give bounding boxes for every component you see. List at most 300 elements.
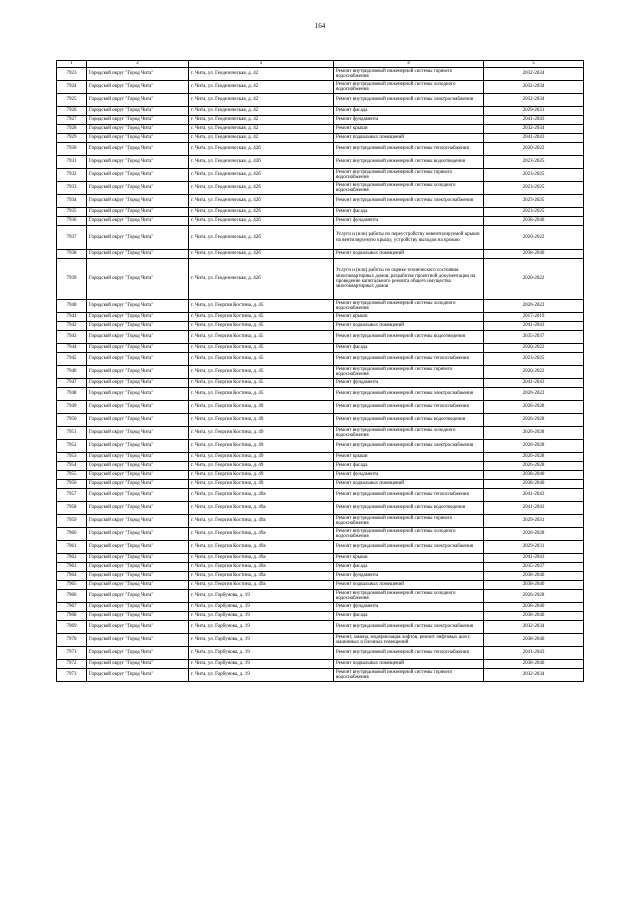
municipality-cell: Городской округ "Город Чита" xyxy=(87,143,189,156)
address-cell: г. Чита, ул. Георгия Костина, д. 49а xyxy=(189,563,334,572)
table-row xyxy=(57,379,584,388)
municipality-cell: Городской округ "Город Чита" xyxy=(87,480,189,489)
municipality-cell: Городской округ "Город Чита" xyxy=(87,379,189,388)
period-cell: 2026-2028 xyxy=(484,427,584,440)
address-cell: г. Чита, ул. Геодезическая, д. 42б xyxy=(189,250,334,259)
municipality-cell: Городской округ "Город Чита" xyxy=(87,217,189,226)
address-cell: г. Чита, ул. Горбунова, д. 19 xyxy=(189,634,334,647)
row-number-cell: 7957 xyxy=(57,489,87,502)
municipality-cell: Городской округ "Город Чита" xyxy=(87,134,189,143)
address-cell: г. Чита, ул. Геодезическая, д. 42б xyxy=(189,195,334,208)
work-type-cell: Ремонт внутридомовой инженерной системы теплоснабжения xyxy=(334,143,484,156)
period-cell: 2038-2040 xyxy=(484,250,584,259)
table-row xyxy=(57,528,584,541)
period-cell: 2032-2034 xyxy=(484,621,584,634)
period-cell: 2026-2028 xyxy=(484,453,584,462)
municipality-cell: Городской округ "Город Чита" xyxy=(87,647,189,660)
address-cell: г. Чита, ул. Георгия Костина, д. 49а xyxy=(189,581,334,590)
table-row xyxy=(57,634,584,647)
address-cell: г. Чита, ул. Геодезическая, д. 42 xyxy=(189,68,334,81)
municipality-cell: Городской округ "Город Чита" xyxy=(87,68,189,81)
period-cell: 2038-2040 xyxy=(484,217,584,226)
work-type-cell: Ремонт внутридомовой инженерной системы горячего водоснабжения xyxy=(334,169,484,182)
period-cell: 2026-2028 xyxy=(484,462,584,471)
address-cell: г. Чита, ул. Геодезическая, д. 42 xyxy=(189,81,334,94)
municipality-cell: Городской округ "Город Чита" xyxy=(87,169,189,182)
work-type-cell: Ремонт внутридомовой инженерной системы холодного водоснабжения xyxy=(334,182,484,195)
municipality-cell: Городской округ "Город Чита" xyxy=(87,563,189,572)
address-cell: г. Чита, ул. Георгия Костина, д. 45 xyxy=(189,331,334,344)
row-number-cell: 7931 xyxy=(57,156,87,169)
work-type-cell: Ремонт внутридомовой инженерной системы электроснабжения xyxy=(334,388,484,401)
address-cell: г. Чита, ул. Георгия Костина, д. 45 xyxy=(189,353,334,366)
municipality-cell: Городской округ "Город Чита" xyxy=(87,502,189,515)
address-cell: г. Чита, ул. Горбунова, д. 19 xyxy=(189,669,334,682)
table-row xyxy=(57,226,584,250)
municipality-cell: Городской округ "Город Чита" xyxy=(87,634,189,647)
table-row xyxy=(57,480,584,489)
table-row xyxy=(57,156,584,169)
period-cell: 2041-2043 xyxy=(484,554,584,563)
municipality-cell: Городской округ "Город Чита" xyxy=(87,125,189,134)
row-number-cell: 7971 xyxy=(57,647,87,660)
row-number-cell: 7962 xyxy=(57,554,87,563)
row-number-cell: 7925 xyxy=(57,94,87,107)
address-cell: г. Чита, ул. Геодезическая, д. 42 xyxy=(189,116,334,125)
period-cell: 2038-2040 xyxy=(484,603,584,612)
municipality-cell: Городской округ "Город Чита" xyxy=(87,388,189,401)
table-row xyxy=(57,322,584,331)
registry-table xyxy=(56,60,584,682)
period-cell: 2020-2022 xyxy=(484,300,584,313)
table-row xyxy=(57,143,584,156)
work-type-cell: Ремонт подвальных помещений xyxy=(334,581,484,590)
address-cell: г. Чита, ул. Георгия Костина, д. 49 xyxy=(189,401,334,414)
row-number-cell: 7923 xyxy=(57,68,87,81)
work-type-cell: Услуги и (или) работы по переустройству невентилируемой крыши на вентилируемую крышу, устройству выходов на кровлю xyxy=(334,226,484,250)
municipality-cell: Городской округ "Город Чита" xyxy=(87,313,189,322)
work-type-cell: Ремонт внутридомовой инженерной системы электроснабжения xyxy=(334,94,484,107)
address-cell: г. Чита, ул. Геодезическая, д. 42б xyxy=(189,169,334,182)
work-type-cell: Ремонт внутридомовой инженерной системы горячего водоснабжения xyxy=(334,366,484,379)
work-type-cell: Ремонт подвальных помещений xyxy=(334,660,484,669)
period-cell: 2017-2019 xyxy=(484,313,584,322)
address-cell: г. Чита, ул. Геодезическая, д. 42б xyxy=(189,208,334,217)
address-cell: г. Чита, ул. Георгия Костина, д. 45 xyxy=(189,379,334,388)
table-row xyxy=(57,107,584,116)
period-cell: 2038-2040 xyxy=(484,634,584,647)
work-type-cell: Ремонт внутридомовой инженерной системы водоотведения xyxy=(334,414,484,427)
table-row xyxy=(57,68,584,81)
work-type-cell: Ремонт фундамента xyxy=(334,379,484,388)
municipality-cell: Городской округ "Город Чита" xyxy=(87,250,189,259)
table-row xyxy=(57,116,584,125)
row-number-cell: 7933 xyxy=(57,182,87,195)
row-number-cell: 7936 xyxy=(57,217,87,226)
work-type-cell: Ремонт фасада xyxy=(334,462,484,471)
municipality-cell: Городской округ "Город Чита" xyxy=(87,660,189,669)
table-row xyxy=(57,572,584,581)
address-cell: г. Чита, ул. Геодезическая, д. 42 xyxy=(189,134,334,143)
municipality-cell: Городской округ "Город Чита" xyxy=(87,612,189,621)
row-number-cell: 7953 xyxy=(57,453,87,462)
address-cell: г. Чита, ул. Георгия Костина, д. 49 xyxy=(189,414,334,427)
row-number-cell: 7960 xyxy=(57,528,87,541)
period-cell: 2041-2043 xyxy=(484,489,584,502)
period-cell: 2038-2040 xyxy=(484,572,584,581)
table-row xyxy=(57,590,584,603)
municipality-cell: Городской округ "Город Чита" xyxy=(87,195,189,208)
municipality-cell: Городской округ "Город Чита" xyxy=(87,300,189,313)
table-row xyxy=(57,94,584,107)
period-cell: 2029-2031 xyxy=(484,541,584,554)
table-row xyxy=(57,489,584,502)
work-type-cell: Услуги и (или) работы по оценке технического состояния многоквартирных домов, разработке проектной документации на проведение капитального ремонта общего имущества многоквартирных домов xyxy=(334,259,484,300)
table-row xyxy=(57,669,584,682)
municipality-cell: Городской округ "Город Чита" xyxy=(87,528,189,541)
table-row xyxy=(57,134,584,143)
row-number-cell: 7935 xyxy=(57,208,87,217)
period-cell: 2020-2022 xyxy=(484,226,584,250)
row-number-cell: 7959 xyxy=(57,515,87,528)
period-cell: 2029-2031 xyxy=(484,107,584,116)
row-number-cell: 7956 xyxy=(57,480,87,489)
address-cell: г. Чита, ул. Георгия Костина, д. 45 xyxy=(189,313,334,322)
work-type-cell: Ремонт внутридомовой инженерной системы теплоснабжения xyxy=(334,353,484,366)
row-number-cell: 7934 xyxy=(57,195,87,208)
period-cell: 2020-2022 xyxy=(484,366,584,379)
period-cell: 2029-2031 xyxy=(484,515,584,528)
work-type-cell: Ремонт фундамента xyxy=(334,217,484,226)
address-cell: г. Чита, ул. Горбунова, д. 19 xyxy=(189,603,334,612)
table-row xyxy=(57,612,584,621)
address-cell: г. Чита, ул. Геодезическая, д. 42б xyxy=(189,226,334,250)
municipality-cell: Городской округ "Город Чита" xyxy=(87,489,189,502)
address-cell: г. Чита, ул. Георгия Костина, д. 49 xyxy=(189,471,334,480)
column-header: 5 xyxy=(484,61,584,68)
municipality-cell: Городской округ "Город Чита" xyxy=(87,414,189,427)
row-number-cell: 7954 xyxy=(57,462,87,471)
row-number-cell: 7929 xyxy=(57,134,87,143)
table-row xyxy=(57,300,584,313)
period-cell: 2035-2037 xyxy=(484,331,584,344)
address-cell: г. Чита, ул. Георгия Костина, д. 49 xyxy=(189,480,334,489)
work-type-cell: Ремонт фасада xyxy=(334,344,484,353)
municipality-cell: Городской округ "Город Чита" xyxy=(87,581,189,590)
work-type-cell: Ремонт фасада xyxy=(334,563,484,572)
row-number-cell: 7944 xyxy=(57,344,87,353)
table-row xyxy=(57,581,584,590)
work-type-cell: Ремонт фасада xyxy=(334,107,484,116)
work-type-cell: Ремонт внутридомовой инженерной системы холодного водоснабжения xyxy=(334,81,484,94)
row-number-cell: 7937 xyxy=(57,226,87,250)
row-number-cell: 7955 xyxy=(57,471,87,480)
table-row xyxy=(57,81,584,94)
address-cell: г. Чита, ул. Георгия Костина, д. 45 xyxy=(189,366,334,379)
work-type-cell: Ремонт крыши xyxy=(334,453,484,462)
work-type-cell: Ремонт внутридомовой инженерной системы холодного водоснабжения xyxy=(334,427,484,440)
table-row xyxy=(57,208,584,217)
table-row xyxy=(57,660,584,669)
row-number-cell: 7970 xyxy=(57,634,87,647)
municipality-cell: Городской округ "Город Чита" xyxy=(87,116,189,125)
row-number-cell: 7945 xyxy=(57,353,87,366)
table-row xyxy=(57,344,584,353)
period-cell: 2032-2034 xyxy=(484,669,584,682)
address-cell: г. Чита, ул. Георгия Костина, д. 49 xyxy=(189,462,334,471)
column-header: 4 xyxy=(334,61,484,68)
row-number-cell: 7973 xyxy=(57,669,87,682)
table-row xyxy=(57,313,584,322)
work-type-cell: Ремонт фундамента xyxy=(334,603,484,612)
address-cell: г. Чита, ул. Геодезическая, д. 42б xyxy=(189,143,334,156)
row-number-cell: 7961 xyxy=(57,541,87,554)
municipality-cell: Городской округ "Город Чита" xyxy=(87,331,189,344)
work-type-cell: Ремонт внутридомовой инженерной системы теплоснабжения xyxy=(334,489,484,502)
row-number-cell: 7947 xyxy=(57,379,87,388)
row-number-cell: 7964 xyxy=(57,572,87,581)
row-number-cell: 7926 xyxy=(57,107,87,116)
address-cell: г. Чита, ул. Георгия Костина, д. 45 xyxy=(189,300,334,313)
period-cell: 2026-2028 xyxy=(484,590,584,603)
municipality-cell: Городской округ "Город Чита" xyxy=(87,182,189,195)
period-cell: 2026-2028 xyxy=(484,401,584,414)
municipality-cell: Городской округ "Город Чита" xyxy=(87,554,189,563)
period-cell: 2023-2025 xyxy=(484,353,584,366)
work-type-cell: Ремонт крыши xyxy=(334,125,484,134)
municipality-cell: Городской округ "Город Чита" xyxy=(87,603,189,612)
period-cell: 2032-2034 xyxy=(484,81,584,94)
municipality-cell: Городской округ "Город Чита" xyxy=(87,366,189,379)
period-cell: 2038-2040 xyxy=(484,471,584,480)
address-cell: г. Чита, ул. Георгия Костина, д. 49а xyxy=(189,515,334,528)
row-number-cell: 7963 xyxy=(57,563,87,572)
work-type-cell: Ремонт подвальных помещений xyxy=(334,322,484,331)
table-row xyxy=(57,471,584,480)
period-cell: 2041-2043 xyxy=(484,647,584,660)
table-row xyxy=(57,414,584,427)
period-cell: 2041-2043 xyxy=(484,134,584,143)
table-row xyxy=(57,401,584,414)
table-row xyxy=(57,462,584,471)
row-number-cell: 7967 xyxy=(57,603,87,612)
period-cell: 2038-2040 xyxy=(484,612,584,621)
municipality-cell: Городской округ "Город Чита" xyxy=(87,453,189,462)
address-cell: г. Чита, ул. Георгия Костина, д. 45 xyxy=(189,388,334,401)
work-type-cell: Ремонт подвальных помещений xyxy=(334,480,484,489)
address-cell: г. Чита, ул. Георгия Костина, д. 49 xyxy=(189,427,334,440)
municipality-cell: Городской округ "Город Чита" xyxy=(87,471,189,480)
row-number-cell: 7966 xyxy=(57,590,87,603)
address-cell: г. Чита, ул. Георгия Костина, д. 45 xyxy=(189,322,334,331)
table-row xyxy=(57,563,584,572)
municipality-cell: Городской округ "Город Чита" xyxy=(87,669,189,682)
work-type-cell: Ремонт внутридомовой инженерной системы теплоснабжения xyxy=(334,401,484,414)
table-row xyxy=(57,182,584,195)
address-cell: г. Чита, ул. Георгия Костина, д. 49а xyxy=(189,541,334,554)
period-cell: 2020-2022 xyxy=(484,344,584,353)
municipality-cell: Городской округ "Город Чита" xyxy=(87,427,189,440)
work-type-cell: Ремонт внутридомовой инженерной системы электроснабжения xyxy=(334,440,484,453)
address-cell: г. Чита, ул. Георгия Костина, д. 49 xyxy=(189,440,334,453)
row-number-cell: 7932 xyxy=(57,169,87,182)
row-number-cell: 7950 xyxy=(57,414,87,427)
table-row xyxy=(57,515,584,528)
row-number-cell: 7958 xyxy=(57,502,87,515)
work-type-cell: Ремонт внутридомовой инженерной системы горячего водоснабжения xyxy=(334,68,484,81)
address-cell: г. Чита, ул. Георгия Костина, д. 49а xyxy=(189,489,334,502)
work-type-cell: Ремонт подвальных помещений xyxy=(334,250,484,259)
column-header: 3 xyxy=(189,61,334,68)
period-cell: 2026-2028 xyxy=(484,440,584,453)
work-type-cell: Ремонт внутридомовой инженерной системы водоотведения xyxy=(334,331,484,344)
municipality-cell: Городской округ "Город Чита" xyxy=(87,322,189,331)
work-type-cell: Ремонт фасада xyxy=(334,208,484,217)
address-cell: г. Чита, ул. Горбунова, д. 19 xyxy=(189,590,334,603)
work-type-cell: Ремонт внутридомовой инженерной системы холодного водоснабжения xyxy=(334,590,484,603)
municipality-cell: Городской округ "Город Чита" xyxy=(87,259,189,300)
table-row xyxy=(57,353,584,366)
period-cell: 2020-2022 xyxy=(484,259,584,300)
row-number-cell: 7930 xyxy=(57,143,87,156)
address-cell: г. Чита, ул. Геодезическая, д. 42 xyxy=(189,107,334,116)
table-row xyxy=(57,366,584,379)
period-cell: 2023-2025 xyxy=(484,169,584,182)
address-cell: г. Чита, ул. Геодезическая, д. 42б xyxy=(189,156,334,169)
work-type-cell: Ремонт внутридомовой инженерной системы горячего водоснабжения xyxy=(334,669,484,682)
period-cell: 2023-2025 xyxy=(484,182,584,195)
municipality-cell: Городской округ "Город Чита" xyxy=(87,208,189,217)
row-number-cell: 7940 xyxy=(57,300,87,313)
work-type-cell: Ремонт внутридомовой инженерной системы электроснабжения xyxy=(334,195,484,208)
row-number-cell: 7952 xyxy=(57,440,87,453)
municipality-cell: Городской округ "Город Чита" xyxy=(87,401,189,414)
row-number-cell: 7968 xyxy=(57,612,87,621)
period-cell: 2041-2043 xyxy=(484,116,584,125)
table-row xyxy=(57,502,584,515)
row-number-cell: 7927 xyxy=(57,116,87,125)
period-cell: 2032-2034 xyxy=(484,94,584,107)
address-cell: г. Чита, ул. Геодезическая, д. 42б xyxy=(189,259,334,300)
municipality-cell: Городской округ "Город Чита" xyxy=(87,440,189,453)
table-header-row xyxy=(57,61,584,68)
table-row xyxy=(57,427,584,440)
table-row xyxy=(57,554,584,563)
table-row xyxy=(57,603,584,612)
address-cell: г. Чита, ул. Георгия Костина, д. 49а xyxy=(189,572,334,581)
row-number-cell: 7965 xyxy=(57,581,87,590)
municipality-cell: Городской округ "Город Чита" xyxy=(87,94,189,107)
municipality-cell: Городской округ "Город Чита" xyxy=(87,344,189,353)
work-type-cell: Ремонт внутридомовой инженерной системы водоотведения xyxy=(334,156,484,169)
work-type-cell: Ремонт, замена, модернизация лифтов, ремонт лифтовых шахт, машинных и блочных помещений xyxy=(334,634,484,647)
table-row xyxy=(57,169,584,182)
table-row xyxy=(57,453,584,462)
address-cell: г. Чита, ул. Геодезическая, д. 42 xyxy=(189,94,334,107)
municipality-cell: Городской округ "Город Чита" xyxy=(87,541,189,554)
address-cell: г. Чита, ул. Георгия Костина, д. 45 xyxy=(189,344,334,353)
period-cell: 2038-2040 xyxy=(484,581,584,590)
period-cell: 2035-2037 xyxy=(484,563,584,572)
row-number-cell: 7942 xyxy=(57,322,87,331)
work-type-cell: Ремонт фундамента xyxy=(334,471,484,480)
work-type-cell: Ремонт внутридомовой инженерной системы холодного водоснабжения xyxy=(334,528,484,541)
municipality-cell: Городской округ "Город Чита" xyxy=(87,621,189,634)
address-cell: г. Чита, ул. Горбунова, д. 19 xyxy=(189,647,334,660)
table-row xyxy=(57,125,584,134)
table-row xyxy=(57,217,584,226)
work-type-cell: Ремонт фундамента xyxy=(334,116,484,125)
municipality-cell: Городской округ "Город Чита" xyxy=(87,462,189,471)
work-type-cell: Ремонт фундамента xyxy=(334,572,484,581)
work-type-cell: Ремонт крыши xyxy=(334,554,484,563)
row-number-cell: 7941 xyxy=(57,313,87,322)
municipality-cell: Городской округ "Город Чита" xyxy=(87,81,189,94)
page-number: 164 xyxy=(314,22,326,30)
address-cell: г. Чита, ул. Георгия Костина, д. 49а xyxy=(189,528,334,541)
row-number-cell: 7924 xyxy=(57,81,87,94)
row-number-cell: 7938 xyxy=(57,250,87,259)
row-number-cell: 7972 xyxy=(57,660,87,669)
municipality-cell: Городской округ "Город Чита" xyxy=(87,156,189,169)
table-row xyxy=(57,541,584,554)
address-cell: г. Чита, ул. Георгия Костина, д. 49 xyxy=(189,453,334,462)
period-cell: 2032-2034 xyxy=(484,68,584,81)
work-type-cell: Ремонт внутридомовой инженерной системы теплоснабжения xyxy=(334,647,484,660)
work-type-cell: Ремонт внутридомовой инженерной системы горячего водоснабжения xyxy=(334,515,484,528)
row-number-cell: 7949 xyxy=(57,401,87,414)
row-number-cell: 7939 xyxy=(57,259,87,300)
row-number-cell: 7948 xyxy=(57,388,87,401)
row-number-cell: 7969 xyxy=(57,621,87,634)
period-cell: 2023-2025 xyxy=(484,208,584,217)
address-cell: г. Чита, ул. Геодезическая, д. 42б xyxy=(189,217,334,226)
period-cell: 2041-2043 xyxy=(484,502,584,515)
row-number-cell: 7928 xyxy=(57,125,87,134)
period-cell: 2026-2028 xyxy=(484,528,584,541)
table-row xyxy=(57,259,584,300)
period-cell: 2020-2022 xyxy=(484,388,584,401)
row-number-cell: 7946 xyxy=(57,366,87,379)
municipality-cell: Городской округ "Город Чита" xyxy=(87,107,189,116)
table-row xyxy=(57,388,584,401)
period-cell: 2032-2034 xyxy=(484,125,584,134)
address-cell: г. Чита, ул. Геодезическая, д. 42 xyxy=(189,125,334,134)
address-cell: г. Чита, ул. Георгия Костина, д. 49а xyxy=(189,502,334,515)
column-header: 1 xyxy=(57,61,87,68)
municipality-cell: Городской округ "Город Чита" xyxy=(87,353,189,366)
period-cell: 2041-2043 xyxy=(484,379,584,388)
address-cell: г. Чита, ул. Георгия Костина, д. 49а xyxy=(189,554,334,563)
work-type-cell: Ремонт внутридомовой инженерной системы водоотведения xyxy=(334,502,484,515)
row-number-cell: 7951 xyxy=(57,427,87,440)
municipality-cell: Городской округ "Город Чита" xyxy=(87,515,189,528)
work-type-cell: Ремонт внутридомовой инженерной системы холодного водоснабжения xyxy=(334,300,484,313)
row-number-cell: 7943 xyxy=(57,331,87,344)
work-type-cell: Ремонт подвальных помещений xyxy=(334,134,484,143)
period-cell: 2023-2025 xyxy=(484,195,584,208)
period-cell: 2020-2022 xyxy=(484,143,584,156)
table-row xyxy=(57,250,584,259)
period-cell: 2023-2025 xyxy=(484,156,584,169)
municipality-cell: Городской округ "Город Чита" xyxy=(87,590,189,603)
period-cell: 2041-2043 xyxy=(484,322,584,331)
table-row xyxy=(57,195,584,208)
period-cell: 2026-2028 xyxy=(484,414,584,427)
work-type-cell: Ремонт фасада xyxy=(334,612,484,621)
address-cell: г. Чита, ул. Горбунова, д. 19 xyxy=(189,621,334,634)
municipality-cell: Городской округ "Город Чита" xyxy=(87,572,189,581)
